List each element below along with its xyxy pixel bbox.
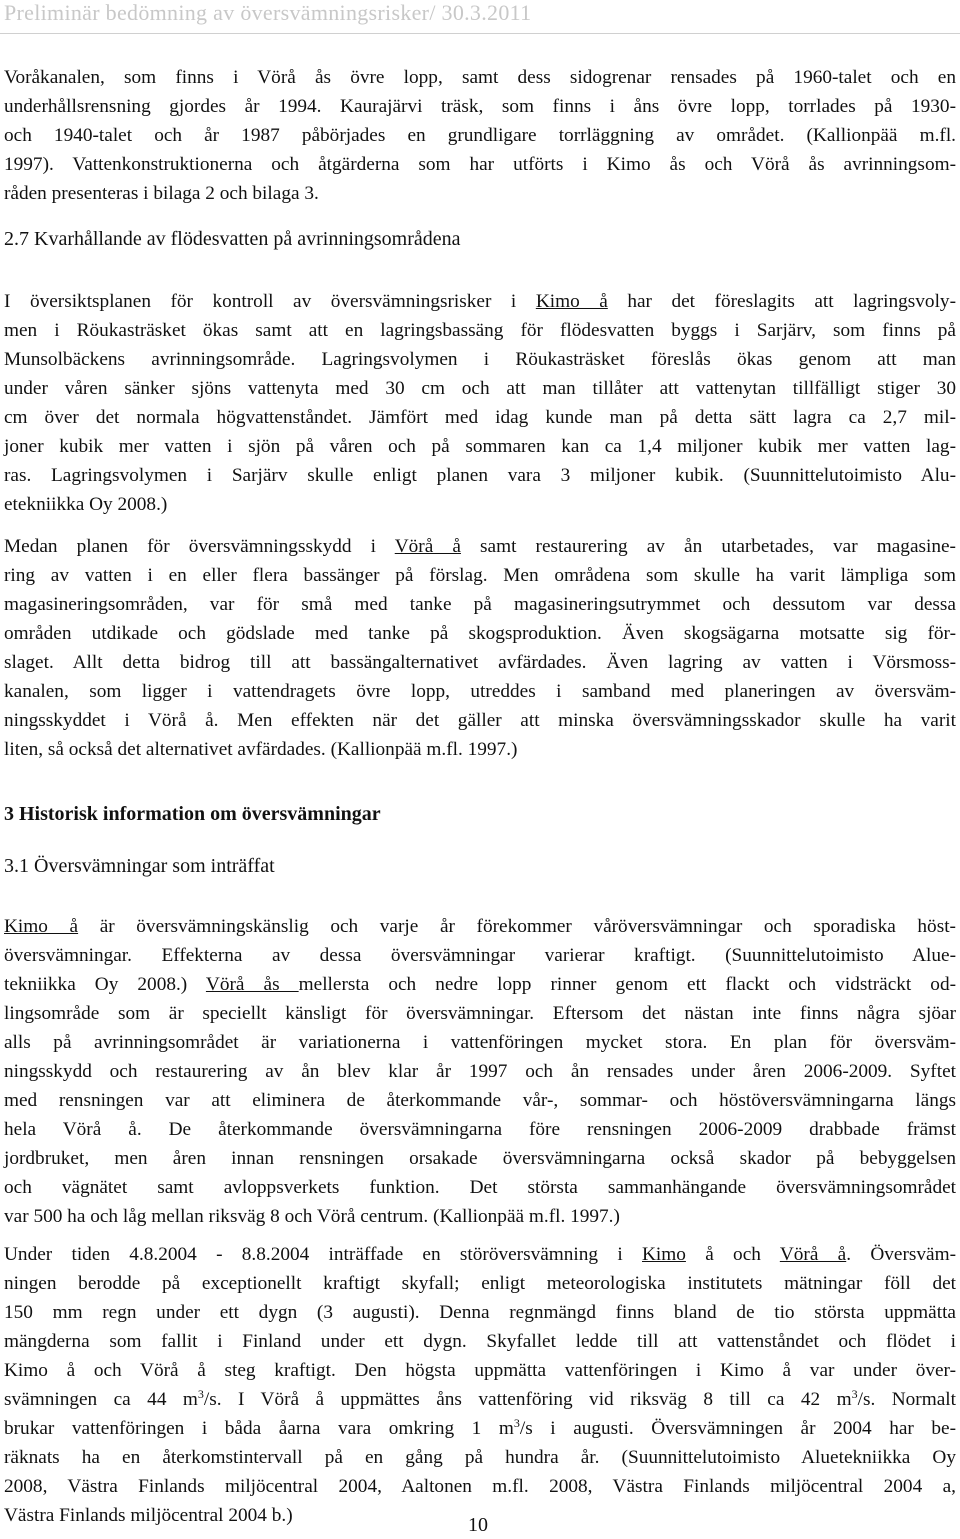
text-line: Västra Finlands miljöcentral 2004 b.)	[4, 1505, 293, 1526]
text-run: Under tiden 4.8.2004 - 8.8.2004 inträffade en störöversvämning i	[4, 1244, 642, 1265]
text-line: 2008, Västra Finlands miljöcentral 2004, Aaltonen m.fl. 2008, Västra Finlands miljöcentral 2004 a,	[4, 1476, 956, 1497]
link-vora-a[interactable]: Vörå å	[394, 536, 461, 557]
section-heading-3: 3 Historisk information om översvämningar	[4, 803, 381, 825]
paragraph-kimo-a	[4, 912, 956, 1231]
text-line: mängderna som fallit i Finland under ett dygn. Skyfallet ledde till att vattenståndet och flödet i	[4, 1331, 956, 1352]
paragraph-medan-planen	[4, 532, 956, 764]
text-line: råden presenteras i bilaga 2 och bilaga 3.	[4, 183, 319, 204]
text-run: /s. I Vörå å uppmättes åns vattenföring vid riksväg 8 till ca 42 m	[203, 1389, 852, 1410]
text-line: cm över det normala högvattenståndet. Jämfört med idag kunde man på detta sätt lagra ca 2,7 mil-	[4, 407, 956, 428]
text-line: slaget. Allt detta bidrog till att bassängalternativet avfärdades. Även lagring av vatten i Vörsmoss-	[4, 652, 956, 673]
text-line: och 1940-talet och år 1987 påbörjades en grundligare torrläggning av området. (Kallionpää m.fl.	[4, 125, 956, 146]
superscript-3: 3	[513, 1416, 520, 1430]
text-line: räknats ha en återkomstintervall på en gång på hundra år. (Suunnittelutoimisto Aluetekniikka Oy	[4, 1447, 956, 1468]
paragraph-voraakanalen	[4, 63, 956, 208]
text-run: . Översväm-	[846, 1244, 956, 1265]
text-line: Voråkanalen, som finns i Vörå ås övre lopp, samt dess sidogrenar rensades på 1960-talet och en	[4, 67, 956, 88]
text-run: /s. Normalt	[857, 1389, 956, 1410]
text-line	[4, 532, 956, 561]
superscript-3: 3	[851, 1387, 858, 1401]
text-line: ring av vatten i en eller flera bassänger på förslag. Men områdena som skulle ha varit lämpliga som	[4, 565, 956, 586]
text-line: ningen berodde på exceptionellt kraftigt skyfall; enligt meteorologiska institutets mätningar föll det	[4, 1273, 956, 1294]
link-kimo-a[interactable]: Kimo å	[4, 916, 79, 937]
link-vora-as[interactable]: Vörå ås	[205, 974, 299, 995]
text-line: alls på avrinningsområdet är variationerna i vattenföringen mycket stora. En plan för översväm-	[4, 1032, 956, 1053]
text-run: å och	[685, 1244, 780, 1265]
text-line: Kimo å och Vörå å steg kraftigt. Den högsta uppmätta vattenföringen i Kimo å var under över-	[4, 1360, 956, 1381]
text-line	[4, 912, 956, 941]
text-line	[4, 1240, 956, 1269]
text-line: och vägnätet samt avloppsverkets funktion. Det största sammanhängande översvämningsområdet	[4, 1177, 956, 1198]
text-line: 150 mm regn under ett dygn (3 augusti). Denna regnmängd finns bland de tio största uppmätta	[4, 1302, 956, 1323]
text-run: I översiktsplanen för kontroll av översvämningsrisker i	[4, 291, 536, 312]
text-line: med rensningen var att eliminera de återkommande vår-, sommar- och höstöversvämningarna längs	[4, 1090, 956, 1111]
text-line	[4, 287, 956, 316]
text-line: var 500 ha och låg mellan riksväg 8 och Vörå centrum. (Kallionpää m.fl. 1997.)	[4, 1206, 620, 1227]
header-divider	[0, 33, 960, 34]
paragraph-2004-flood	[4, 1240, 956, 1530]
superscript-3: 3	[197, 1387, 204, 1401]
paragraph-oversiktsplanen	[4, 287, 956, 519]
text-line: 1997). Vattenkonstruktionerna och åtgärderna som har utförts i Kimo ås och Vörå ås avrinningsom-	[4, 154, 956, 175]
text-run: brukar vattenföringen i båda åarna vara omkring 1 m	[4, 1418, 514, 1439]
text-run: Medan planen för översvämningsskydd i	[4, 536, 395, 557]
text-line: Munsolbäckens avrinningsområde. Lagringsvolymen i Röukasträsket föreslås ökas genom att man	[4, 349, 956, 370]
text-line: kanalen, som ligger i vattendragets övre lopp, utreddes i samband med planeringen av översväm-	[4, 681, 956, 702]
text-run: har det föreslagits att lagringsvoly-	[607, 291, 956, 312]
text-line: liten, så också det alternativet avfärdades. (Kallionpää m.fl. 1997.)	[4, 739, 518, 760]
page-number: 10	[468, 1514, 488, 1536]
section-heading-3-1: 3.1 Översvämningar som inträffat	[4, 855, 275, 877]
text-line: områden utdikade och gödslade med tanke på skogsproduktion. Även skogsägarna motsatte sig för-	[4, 623, 956, 644]
text-run: mellersta och nedre lopp rinner genom ett flackt och vidsträckt od-	[298, 974, 957, 995]
text-line	[4, 1385, 956, 1414]
text-run: /s i augusti. Översvämningen år 2004 har be-	[519, 1418, 956, 1439]
text-line: magasineringsområden, var för små med tanke på magasineringsutrymmet och dessutom var dessa	[4, 594, 956, 615]
text-line: ningsskyddet i Vörå å. Men effekten när det gäller att minska översvämningsskador skulle ha varit	[4, 710, 956, 731]
text-line: lingsområde som är speciellt känsligt för översvämningar. Eftersom det nästan inte finns några sjöar	[4, 1003, 956, 1024]
link-vora-a[interactable]: Vörå å	[779, 1244, 847, 1265]
text-line	[4, 1414, 956, 1443]
text-line: underhållsrensning gjordes år 1994. Kaurajärvi träsk, som finns i åns övre lopp, torrlades på 1930-	[4, 96, 956, 117]
text-line: under våren sänker sjöns vattenyta med 30 cm och att man tillåter att vattenytan tillfälligt stiger 30	[4, 378, 956, 399]
text-line: joner kubik mer vatten i sjön på våren och på sommaren kan ca 1,4 miljoner kubik mer vatten lag-	[4, 436, 956, 457]
text-line: översvämningar. Effekterna av dessa översvämningar varierar kraftigt. (Suunnittelutoimisto Alue-	[4, 945, 956, 966]
text-line: etekniikka Oy 2008.)	[4, 494, 168, 515]
text-line	[4, 970, 956, 999]
text-run: tekniikka Oy 2008.)	[4, 974, 206, 995]
link-kimo-a[interactable]: Kimo å	[535, 291, 608, 312]
text-line: hela Vörå å. De återkommande översvämningarna före rensningen 2006-2009 drabbade främst	[4, 1119, 956, 1140]
text-run: är översvämningskänslig och varje år förekommer våröversvämningar och sporadiska höst-	[78, 916, 956, 937]
text-line: ras. Lagringsvolymen i Sarjärv skulle enligt planen vara 3 miljoner kubik. (Suunnittelutoimisto Alu-	[4, 465, 956, 486]
text-run: svämningen ca 44 m	[4, 1389, 198, 1410]
section-heading-2-7: 2.7 Kvarhållande av flödesvatten på avrinningsområdena	[4, 228, 461, 250]
running-header: Preliminär bedömning av översvämningsrisker/ 30.3.2011	[4, 0, 532, 25]
link-kimo[interactable]: Kimo	[642, 1244, 686, 1265]
text-line: jordbruket, men åren innan rensningen orsakade översvämningarna också skador på bebyggelsen	[4, 1148, 956, 1169]
text-line: men i Röukasträsket ökas samt att en lagringsbassäng för flödesvatten byggs i Sarjärv, som finns på	[4, 320, 956, 341]
text-line: ningsskydd och restaurering av ån blev klar år 1997 och ån rensades under åren 2006-2009. Syftet	[4, 1061, 956, 1082]
text-run: samt restaurering av ån utarbetades, var magasine-	[460, 536, 956, 557]
